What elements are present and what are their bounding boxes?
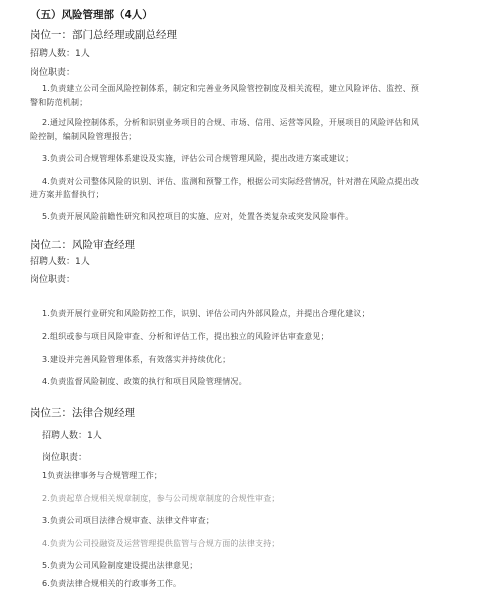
- position-2-title: 岗位二：风险审查经理: [30, 239, 135, 251]
- position-2-duty-4: 4.负责监督风险制度、政策的执行和项目风险管理情况。: [42, 377, 247, 386]
- position-1-duty-4-line-1: 4.负责对公司整体风险的识别、评估、监测和预警工作，根据公司实际经营情况，针对潜在风险点提出改: [42, 177, 420, 186]
- position-2-duty-3: 3.建设并完善风险管理体系，有效落实并持续优化；: [42, 355, 231, 364]
- position-3-title: 岗位三：法律合规经理: [30, 407, 135, 419]
- position-1-duty-1-line-2: 警和防范机制；: [30, 98, 88, 107]
- position-1-duty-2-line-1: 2.通过风险控制体系，分析和识别业务项目的合规、市场、信用、运营等风险，开展项目的风险评估和风: [42, 118, 420, 127]
- position-2-recruitment-count: 招聘人数：1人: [30, 257, 90, 267]
- position-3-duty-5: 5.负责为公司风险制度建设提出法律意见；: [42, 561, 198, 570]
- position-3-duties-label: 岗位职责：: [42, 453, 88, 463]
- position-3-duty-6: 6.负责法律合规相关的行政事务工作。: [42, 579, 182, 588]
- section-title: （五）风险管理部（4人）: [30, 9, 153, 21]
- position-3-duty-3: 3.负责公司项目法律合规审查、法律文件审查；: [42, 516, 215, 525]
- position-1-duties-label: 岗位职责：: [30, 68, 76, 78]
- position-1-duty-4-line-2: 进方案并监督执行；: [30, 190, 104, 199]
- position-3-recruitment-count: 招聘人数：1人: [42, 431, 102, 441]
- position-1-recruitment-count: 招聘人数：1人: [30, 49, 90, 59]
- position-1-duty-1-line-1: 1.负责建立公司全面风险控制体系，制定和完善业务风险管控制度及相关流程，建立风险评估、监控、预: [42, 84, 420, 93]
- position-1-duty-3: 3.负责公司合规管理体系建设及实施，评估公司合规管理风险，提出改进方案或建议；: [42, 154, 354, 163]
- position-1-duty-5: 5.负责开展风险前瞻性研究和风控项目的实施、应对，处置各类复杂或突发风险事件。: [42, 212, 354, 221]
- position-1-duty-2-line-2: 险控制，编制风险管理报告；: [30, 132, 137, 141]
- position-2-duty-1: 1.负责开展行业研究和风险防控工作，识别、评估公司内外部风险点，并提出合理化建议；: [42, 309, 370, 318]
- position-3-duty-1: 1负责法律事务与合规管理工作；: [42, 471, 163, 480]
- position-1-title: 岗位一：部门总经理或副总经理: [30, 29, 177, 41]
- position-2-duty-2: 2.组织或参与项目风险审查、分析和评估工作，提出独立的风险评估审查意见；: [42, 332, 329, 341]
- position-3-duty-4: 4.负责为公司投融资及运营管理提供监管与合规方面的法律支持；: [42, 539, 280, 548]
- position-3-duty-2: 2.负责起草合规相关规章制度，参与公司规章制度的合规性审查；: [42, 494, 280, 503]
- position-2-duties-label: 岗位职责：: [30, 275, 76, 285]
